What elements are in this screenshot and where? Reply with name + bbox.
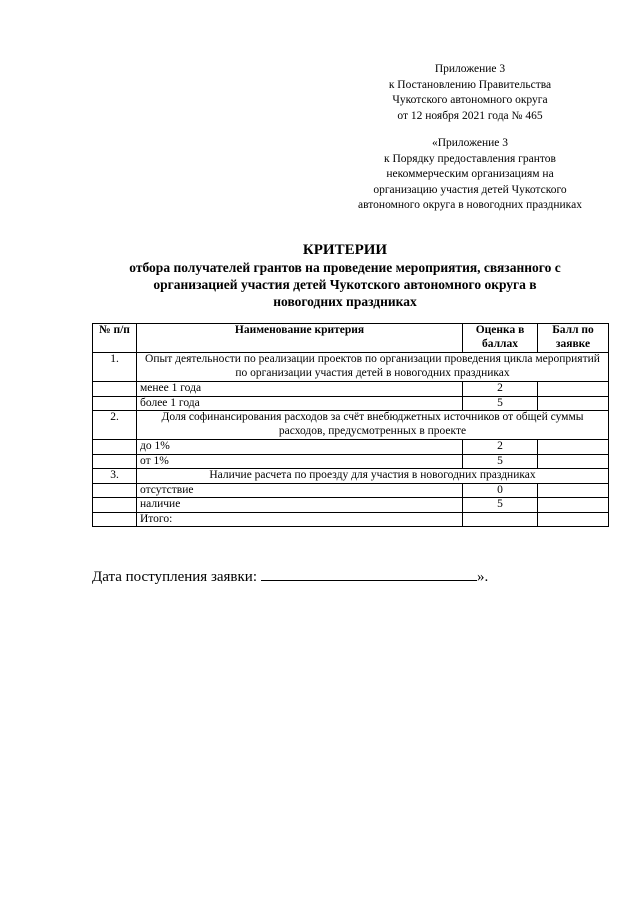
cell-empty <box>93 498 137 513</box>
criterion-num: 1. <box>93 353 137 382</box>
appendix-line: Приложение 3 <box>434 63 506 75</box>
appendix-line: автономного округа в новогодних праздниках <box>358 199 582 211</box>
application-date-suffix: ». <box>477 569 489 585</box>
table-row <box>93 454 609 469</box>
option-name: наличие <box>137 498 463 513</box>
appendix-line: Чукотского автономного округа <box>392 94 548 106</box>
document-title <box>80 241 610 310</box>
option-name: до 1% <box>137 440 463 455</box>
cell-empty <box>93 396 137 411</box>
table-row <box>93 396 609 411</box>
criterion-name: Доля софинансирования расходов за счёт внебюджетных источников от общей суммы расходов, предусмотренных в проекте <box>137 411 609 440</box>
criterion-name: Наличие расчета по проезду для участия в новогодних праздниках <box>137 469 609 484</box>
application-date-blank <box>261 566 477 581</box>
total-label: Итого: <box>137 512 463 527</box>
title-main: КРИТЕРИИ <box>302 242 388 258</box>
option-score: 5 <box>463 396 538 411</box>
header-points: Балл по заявке <box>538 324 609 353</box>
points-cell <box>538 454 609 469</box>
table-row <box>93 483 609 498</box>
criterion-num: 3. <box>93 469 137 484</box>
appendix-line: к Постановлению Правительства <box>388 78 552 91</box>
table-row <box>93 353 609 382</box>
option-score: 0 <box>463 483 538 498</box>
appendix-reference-procedure <box>330 136 610 214</box>
points-cell <box>538 440 609 455</box>
option-score: 5 <box>463 454 538 469</box>
title-sub-line: отбора получателей грантов на проведение мероприятия, связанного с <box>129 260 561 275</box>
points-cell <box>538 396 609 411</box>
option-score: 5 <box>463 498 538 513</box>
table-row <box>93 498 609 513</box>
cell-empty <box>93 382 137 397</box>
table-row <box>93 469 609 484</box>
option-score: 2 <box>463 440 538 455</box>
total-score-cell <box>463 512 538 527</box>
option-score: 2 <box>463 382 538 397</box>
cell-empty <box>93 512 137 527</box>
table-row <box>93 382 609 397</box>
title-sub-line: организацией участия детей Чукотского автономного округа в <box>153 277 537 292</box>
cell-empty <box>93 454 137 469</box>
option-name: более 1 года <box>137 396 463 411</box>
criterion-num: 2. <box>93 411 137 440</box>
appendix-line: «Приложение 3 <box>431 137 509 149</box>
appendix-reference-resolution <box>330 62 610 124</box>
table-total-row <box>93 512 609 527</box>
option-name: от 1% <box>137 454 463 469</box>
appendix-line: организацию участия детей Чукотского <box>373 183 567 196</box>
application-date-line <box>92 566 488 586</box>
appendix-line: от 12 ноября 2021 года № 465 <box>397 109 543 122</box>
cell-empty <box>93 440 137 455</box>
header-score: Оценка в баллах <box>463 324 538 353</box>
option-name: отсутствие <box>137 483 463 498</box>
criterion-name: Опыт деятельности по реализации проектов по организации проведения цикла мероприятий по организации участия детей в новогодних праздниках <box>137 353 609 382</box>
total-points-cell <box>538 512 609 527</box>
title-sub-line: новогодних праздниках <box>273 294 417 309</box>
option-name: менее 1 года <box>137 382 463 397</box>
application-date-label: Дата поступления заявки: <box>92 569 257 585</box>
table-row <box>93 411 609 440</box>
header-name: Наименование критерия <box>137 324 463 353</box>
appendix-line: к Порядку предоставления грантов <box>384 152 556 165</box>
cell-empty <box>93 483 137 498</box>
appendix-line: некоммерческим организациям на <box>386 168 554 180</box>
points-cell <box>538 382 609 397</box>
header-num: № п/п <box>93 324 137 353</box>
points-cell <box>538 483 609 498</box>
points-cell <box>538 498 609 513</box>
table-header-row <box>93 324 609 353</box>
criteria-table <box>92 323 609 527</box>
table-row <box>93 440 609 455</box>
